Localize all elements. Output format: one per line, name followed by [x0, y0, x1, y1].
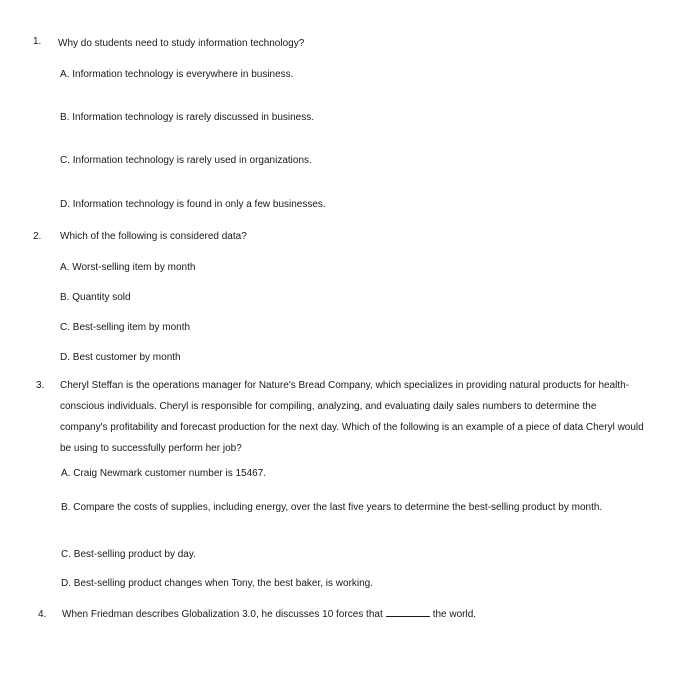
question-2-number: 2.: [33, 231, 42, 242]
question-4-text-before: When Friedman describes Globalization 3.0, he discusses 10 forces that: [62, 609, 383, 620]
question-3-option-c: C. Best-selling product by day.: [61, 549, 196, 560]
question-3-option-d: D. Best-selling product changes when Tony, the best baker, is working.: [61, 578, 374, 589]
question-1-option-a: A. Information technology is everywhere in business.: [60, 69, 294, 80]
question-1-option-c: C. Information technology is rarely used in organizations.: [60, 155, 312, 166]
question-1-option-b: B. Information technology is rarely discussed in business.: [60, 112, 315, 123]
question-2-option-c: C. Best-selling item by month: [60, 322, 191, 333]
question-4-text-after: the world.: [432, 609, 477, 620]
question-1-option-d: D. Information technology is found in only a few businesses.: [60, 199, 326, 210]
question-2-option-b: B. Quantity sold: [60, 292, 131, 303]
question-1-text: Why do students need to study information technology?: [58, 38, 305, 49]
question-1-number: 1.: [33, 36, 42, 47]
question-3-option-a: A. Craig Newmark customer number is 15467.: [61, 468, 267, 479]
question-4-text: [62, 609, 476, 620]
question-4-number: 4.: [38, 609, 47, 620]
question-2-option-d: D. Best customer by month: [60, 352, 181, 363]
question-2-option-a: A. Worst-selling item by month: [60, 262, 196, 273]
question-2-text: Which of the following is considered data?: [60, 231, 247, 242]
question-3-number: 3.: [36, 380, 45, 391]
question-3-text: Cheryl Steffan is the operations manager for Nature's Bread Company, which specializes in providing natural products for health-conscious individuals. Cheryl is responsible for compiling, analyzing, and evaluating daily sales numbers to determine the company's profitability and forecast production for the next day. Which of the following is an example of a piece of data Cheryl would be using to successfully perform her job?: [60, 380, 644, 454]
question-3-option-b: B. Compare the costs of supplies, including energy, over the last five years to determine the best-selling product by month.: [61, 502, 603, 513]
fill-in-blank: [386, 616, 430, 617]
